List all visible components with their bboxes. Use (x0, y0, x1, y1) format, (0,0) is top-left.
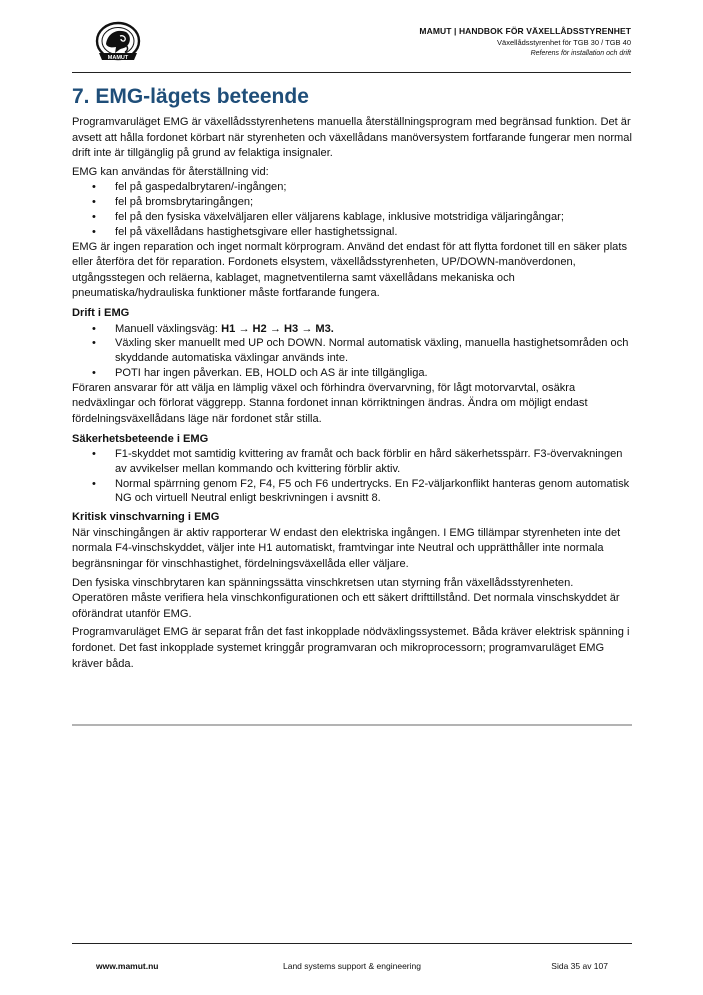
list-item: • fel på den fysiska växelväljaren eller väljarens kablage, inklusive motstridiga väljaringångar; (115, 210, 632, 225)
list-item: • fel på bromsbrytaringången; (115, 195, 632, 210)
drive-list (72, 322, 632, 381)
winch-paragraph-2: Den fysiska vinschbrytaren kan spänningssätta vinschkretsen utan styrning från växellådsstyrenheten. Operatören måste verifiera hela vinschkonfigurationen och ett säkert drifttillstånd. Det normala vinschskyddet är oförändrat utanför EMG. (72, 576, 620, 620)
safety-list (72, 447, 632, 506)
shift-path: H1 → H2 → H3 → M3. (221, 322, 334, 335)
repair-note: EMG är ingen reparation och inget normalt körprogram. Använd det endast för att flytta fordonet till en säker plats eller återföra det för reparation. Fordonets elsystem, växellådsstyrenheten, UP/DOWN-manöverdonen, utgångsstegen och reläerna, kablaget, magnetventilerna samt växellådans mekaniska och pneumatiska/hydrauliska funktioner måste fortfarande fungera. (72, 240, 627, 300)
page-content (72, 84, 632, 672)
header-subtitle: Växellådsstyrenhet för TGB 30 / TGB 40 (497, 38, 631, 47)
list-item: • fel på växellådans hastighetsgivare eller hastighetssignal. (115, 225, 632, 240)
footer-website: www.mamut.nu (96, 961, 159, 971)
winch-paragraph-3: Programvaruläget EMG är separat från det fast inkopplade nödväxlingssystemet. Båda kräver elektrisk spänning i fordonet. Det fast inkopplade systemet kringgår programvaran och mikroprocessorn; programvaruläget EMG kräver båda. (72, 626, 630, 670)
safety-heading: Säkerhetsbeteende i EMG (72, 432, 209, 445)
logo-text: MAMUT (107, 55, 129, 61)
list-item: • F1-skyddet mot samtidig kvittering av framåt och back förblir en hård säkerhetsspärr. F3-övervakningen av avvikelser mellan kommando och kvittering förblir aktiv. (115, 447, 632, 477)
list-item: • Normal spärrning genom F2, F4, F5 och F6 undertrycks. En F2-väljarkonflikt hanteras genom automatisk NG och virtuell Neutral enligt beskrivningen i avsnitt 8. (115, 477, 632, 507)
winch-heading: Kritisk vinschvarning i EMG (72, 511, 220, 524)
footer-page-number: Sida 35 av 107 (551, 961, 608, 971)
list-item (115, 322, 632, 337)
winch-paragraph-1: När vinschingången är aktiv rapporterar W endast den elektriska ingången. I EMG tillämpar styrenheten inte det normala F4-vinschskyddet, väljer inte H1 automatiskt, framtvingar inte Neutral och upprätthåller inte normala begränsningar för vinschhastighet, fördelningsväxellåda eller väljare. (72, 526, 621, 571)
list-item: • fel på gaspedalbrytaren/-ingången; (115, 180, 632, 195)
page-header (72, 18, 631, 73)
drive-heading: Drift i EMG (72, 306, 130, 319)
list-item: • Växling sker manuellt med UP och DOWN. Normal automatisk växling, manuella hastighetsområden och skyddande automatiska växlingar används inte. (115, 336, 632, 366)
use-lead: EMG kan användas för återställning vid: (72, 165, 269, 178)
shift-path-label: Manuell växlingsväg: (115, 322, 222, 335)
driver-note: Föraren ansvarar för att välja en lämplig växel och förhindra övervarvning, för lågt motorvarvtal, osäkra nedväxlingar och förlorat väggrepp. Stanna fordonet innan körriktningen ändras. Ändra om möjligt endast fördelningsväxellådans läge när fordonet står stilla. (72, 381, 588, 425)
page-footer (72, 943, 632, 971)
intro-paragraph: Programvaruläget EMG är växellådsstyrenhetens manuella återställningsprogram med begränsad funktion. Det är avsett att hålla fordonet körbart när styrenheten och växellådans manöversystem fortfarande fungerar men normal drift inte är tillgänglig på grund av felaktiga insignaler. (72, 116, 632, 160)
footer-company: Land systems support & engineering (283, 961, 421, 971)
header-title: MAMUT | HANDBOK FÖR VÄXELLÅDSSTYRENHET (419, 26, 631, 36)
use-list (72, 180, 632, 239)
header-text (419, 26, 631, 59)
mamut-logo (94, 20, 142, 64)
content-end-rule (72, 724, 632, 726)
header-reference: Referens för installation och drift (530, 50, 631, 57)
list-item: • POTI har ingen påverkan. EB, HOLD och AS är inte tillgängliga. (115, 366, 632, 381)
section-heading: 7. EMG-lägets beteende (72, 85, 309, 108)
